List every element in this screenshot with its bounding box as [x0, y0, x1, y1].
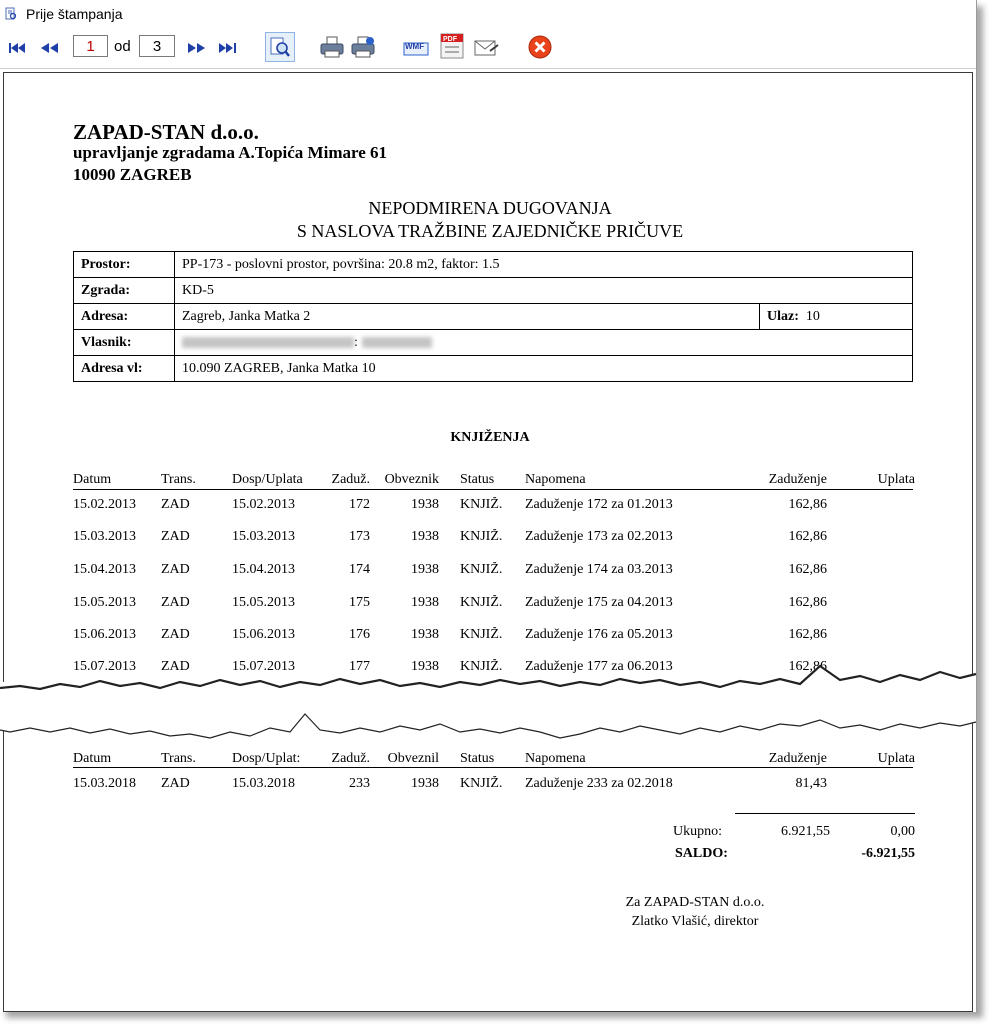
- property-info-table: [73, 251, 913, 382]
- cell-zaduzenje: 81,43: [795, 776, 827, 791]
- ukupno-uplata: 0,00: [890, 824, 915, 839]
- cell-napomena: Zaduženje 174 za 03.2013: [525, 562, 673, 577]
- cell-datum: 15.06.2013: [73, 627, 136, 642]
- ulaz-label: Ulaz:: [767, 308, 799, 324]
- print-button[interactable]: [318, 33, 346, 61]
- next-page-button[interactable]: [184, 36, 208, 60]
- info-row-zgrada: [74, 278, 913, 304]
- cell-status: KNJIŽ.: [460, 659, 503, 674]
- info-row-adresa-vl: [74, 356, 913, 382]
- preview-toolbar: [0, 28, 976, 69]
- first-page-icon: [8, 42, 28, 54]
- cell-trans: ZAD: [161, 627, 190, 642]
- cell-datum: 15.04.2013: [73, 562, 136, 577]
- col-header-zaduz: Zaduž.: [331, 472, 370, 487]
- cell-status: KNJIŽ.: [460, 497, 503, 512]
- owner-id-redacted: [362, 337, 432, 348]
- cell-zaduz: 176: [349, 627, 370, 642]
- pdf-label: PDF: [443, 36, 457, 43]
- cell-napomena: Zaduženje 176 za 05.2013: [525, 627, 673, 642]
- report-title-line2: S NASLOVA TRAŽBINE ZAJEDNIČKE PRIČUVE: [296, 221, 684, 241]
- wmf-export-button[interactable]: [401, 34, 431, 60]
- ulaz-value: 10: [805, 308, 820, 324]
- cell-napomena: Zaduženje 172 za 01.2013: [525, 497, 673, 512]
- col-header-trans: Trans.: [161, 472, 196, 487]
- col-header-dosp-uplata: Dosp/Uplata: [232, 472, 303, 487]
- pdf-export-button[interactable]: [437, 31, 467, 61]
- cell-obveznik: 1938: [411, 627, 439, 642]
- print-setup-icon: [350, 35, 376, 59]
- cell-trans: ZAD: [161, 497, 190, 512]
- saldo-value: -6.921,55: [861, 846, 915, 861]
- adresa-vl-label: Adresa vl:: [74, 356, 175, 382]
- ulaz-cell: [760, 304, 913, 330]
- next-page-icon: [185, 42, 207, 54]
- zoom-icon: [269, 36, 291, 58]
- cell-status: KNJIŽ.: [460, 562, 503, 577]
- cell-trans: ZAD: [161, 595, 190, 610]
- cell-napomena: Zaduženje 175 za 04.2013: [525, 595, 673, 610]
- cell-napomena: Zaduženje 177 za 06.2013: [525, 659, 673, 674]
- title-bar: [0, 0, 976, 28]
- col-header-zaduzenje: Zaduženje: [768, 751, 827, 766]
- col-header-obveznik: Obveznik: [384, 472, 439, 487]
- owner-name-redacted: [182, 337, 354, 348]
- cell-status: KNJIŽ.: [460, 776, 503, 791]
- col-header-zaduz: Zaduž.: [331, 751, 370, 766]
- vlasnik-value: [175, 330, 913, 356]
- cell-dosp-uplata: 15.03.2018: [232, 776, 295, 791]
- cell-zaduzenje: 162,86: [788, 627, 827, 642]
- email-button[interactable]: [471, 33, 501, 61]
- col-header-trans: Trans.: [161, 751, 196, 766]
- first-page-button[interactable]: [8, 36, 28, 60]
- current-page-input[interactable]: 1: [73, 35, 108, 57]
- report-title-line1: NEPODMIRENA DUGOVANJA: [368, 198, 612, 218]
- cell-zaduz: 177: [349, 659, 370, 674]
- adresa-vl-value: 10.090 ZAGREB, Janka Matka 10: [175, 356, 913, 382]
- window-title: Prije štampanja: [26, 6, 123, 22]
- col-header-datum: Datum: [73, 751, 112, 766]
- cell-zaduzenje: 162,86: [788, 529, 827, 544]
- close-icon: [527, 34, 553, 60]
- info-row-adresa: [74, 304, 913, 330]
- cell-zaduzenje: 162,86: [788, 595, 827, 610]
- col-header-uplata: Uplata: [877, 472, 915, 487]
- col-header-uplata: Uplata: [877, 751, 915, 766]
- cell-datum: 15.05.2013: [73, 595, 136, 610]
- signature-company: Za ZAPAD-STAN d.o.o.: [625, 895, 765, 910]
- cell-napomena: Zaduženje 233 za 02.2018: [525, 776, 673, 791]
- cell-obveznik: 1938: [411, 595, 439, 610]
- cell-datum: 15.02.2013: [73, 497, 136, 512]
- cell-obveznik: 1938: [411, 659, 439, 674]
- cell-trans: ZAD: [161, 776, 190, 791]
- adresa-label: Adresa:: [74, 304, 175, 330]
- header-underline: [73, 489, 913, 490]
- cell-obveznik: 1938: [411, 497, 439, 512]
- wmf-label: WMF: [405, 42, 425, 51]
- email-icon: [472, 35, 500, 59]
- cell-obveznik: 1938: [411, 529, 439, 544]
- info-row-prostor: [74, 252, 913, 278]
- print-icon: [319, 35, 345, 59]
- ukupno-zaduzenje: 6.921,55: [781, 824, 830, 839]
- cell-dosp-uplata: 15.07.2013: [232, 659, 295, 674]
- cell-zaduzenje: 162,86: [788, 659, 827, 674]
- cell-dosp-uplata: 15.03.2013: [232, 529, 295, 544]
- cell-dosp-uplata: 15.05.2013: [232, 595, 295, 610]
- zoom-button[interactable]: [265, 32, 295, 62]
- cell-zaduzenje: 162,86: [788, 562, 827, 577]
- vlasnik-label: Vlasnik:: [74, 330, 175, 356]
- company-address-line: upravljanje zgradama A.Topića Mimare 61: [73, 143, 388, 162]
- print-setup-button[interactable]: [349, 33, 377, 61]
- cell-trans: ZAD: [161, 659, 190, 674]
- prev-page-button[interactable]: [38, 36, 62, 60]
- col-header-dosp-uplata: Dosp/Uplat:: [232, 751, 301, 766]
- total-separator-line: [735, 813, 915, 814]
- of-label: od: [114, 38, 131, 55]
- col-header-napomena: Napomena: [525, 472, 586, 487]
- cell-zaduz: 172: [349, 497, 370, 512]
- cell-napomena: Zaduženje 173 za 02.2013: [525, 529, 673, 544]
- prev-page-icon: [39, 42, 61, 54]
- prostor-value: PP-173 - poslovni prostor, površina: 20.8 m2, faktor: 1.5: [175, 252, 913, 278]
- cell-zaduz: 175: [349, 595, 370, 610]
- adresa-value: Zagreb, Janka Matka 2: [175, 304, 760, 330]
- cell-status: KNJIŽ.: [460, 529, 503, 544]
- cell-status: KNJIŽ.: [460, 627, 503, 642]
- company-name: ZAPAD-STAN d.o.o.: [73, 120, 259, 144]
- cell-datum: 15.07.2013: [73, 659, 136, 674]
- cell-status: KNJIŽ.: [460, 595, 503, 610]
- company-city-line: 10090 ZAGREB: [73, 165, 192, 184]
- cell-dosp-uplata: 15.04.2013: [232, 562, 295, 577]
- saldo-label: SALDO:: [675, 846, 728, 861]
- last-page-button[interactable]: [215, 36, 239, 60]
- cell-datum: 15.03.2018: [73, 776, 136, 791]
- close-preview-button[interactable]: [526, 33, 554, 61]
- cell-dosp-uplata: 15.06.2013: [232, 627, 295, 642]
- owner-separator: :: [354, 334, 358, 350]
- col-header-zaduzenje: Zaduženje: [768, 472, 827, 487]
- cell-obveznik: 1938: [411, 562, 439, 577]
- zgrada-value: KD-5: [175, 278, 913, 304]
- cell-obveznik: 1938: [411, 776, 439, 791]
- info-row-vlasnik: [74, 330, 913, 356]
- cell-zaduz: 173: [349, 529, 370, 544]
- page-break-torn-edge: [0, 640, 990, 740]
- cell-zaduz: 233: [349, 776, 370, 791]
- section-title: KNJIŽENJA: [450, 430, 530, 445]
- cell-datum: 15.03.2013: [73, 529, 136, 544]
- prostor-label: Prostor:: [74, 252, 175, 278]
- cell-trans: ZAD: [161, 562, 190, 577]
- col-header-obveznik: Obveznil: [387, 751, 439, 766]
- cell-dosp-uplata: 15.02.2013: [232, 497, 295, 512]
- zgrada-label: Zgrada:: [74, 278, 175, 304]
- cell-zaduzenje: 162,86: [788, 497, 827, 512]
- col-header-datum: Datum: [73, 472, 112, 487]
- ukupno-label: Ukupno:: [673, 824, 722, 839]
- last-page-icon: [216, 42, 238, 54]
- signature-person: Zlatko Vlašić, direktor: [631, 914, 759, 929]
- preview-app-icon: [5, 7, 17, 20]
- col-header-status: Status: [460, 751, 495, 766]
- cell-trans: ZAD: [161, 529, 190, 544]
- header-underline-end: [73, 767, 913, 768]
- col-header-status: Status: [460, 472, 495, 487]
- cell-zaduz: 174: [349, 562, 370, 577]
- col-header-napomena: Napomena: [525, 751, 586, 766]
- total-pages-field: 3: [139, 35, 175, 57]
